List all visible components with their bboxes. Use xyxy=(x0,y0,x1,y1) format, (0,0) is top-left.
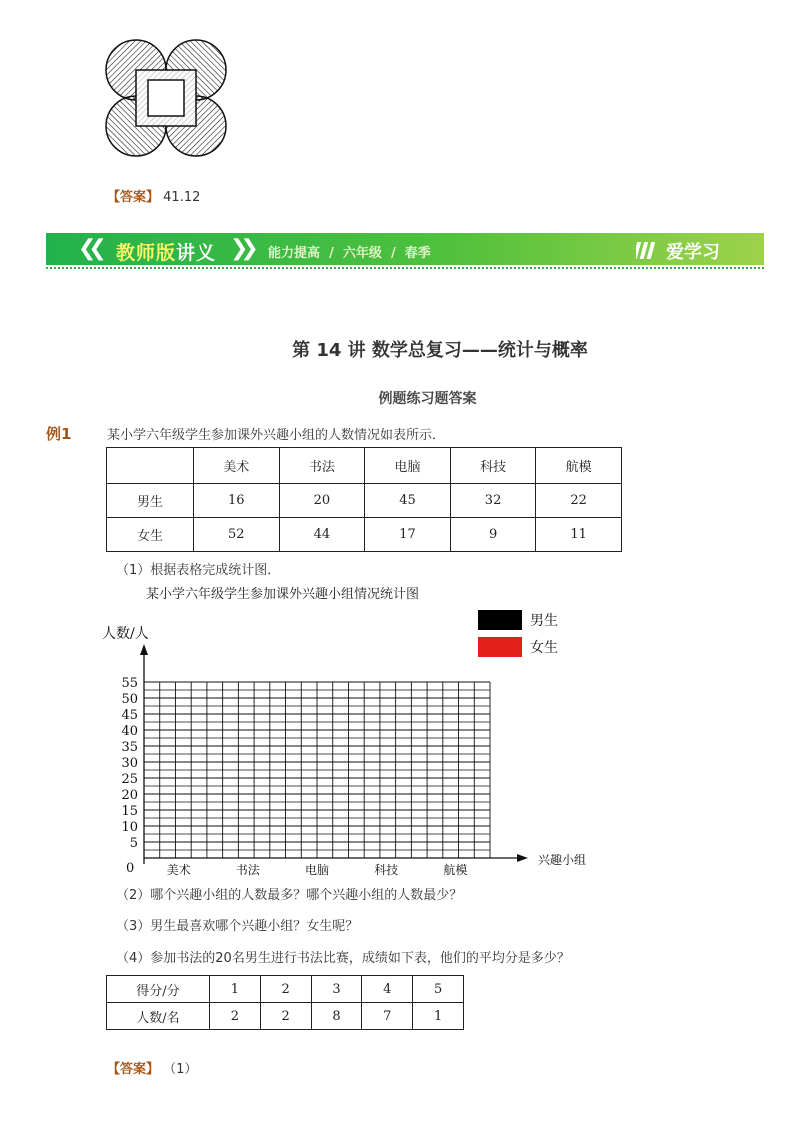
table-cell: 44 xyxy=(279,518,365,552)
table-cell: 45 xyxy=(365,484,451,518)
table-row-label: 人数/名 xyxy=(107,1003,210,1030)
y-tick-label: 50 xyxy=(121,692,138,707)
question-3: （3）男生最喜欢哪个兴趣小组？女生呢？ xyxy=(116,919,359,934)
x-tick-label: 航模 xyxy=(443,863,468,877)
x-tick-label: 书法 xyxy=(235,863,260,877)
legend-label-girls: 女生 xyxy=(530,640,558,656)
geometry-figure xyxy=(100,36,232,160)
table-cell: 11 xyxy=(536,518,622,552)
table-cell: 2 xyxy=(260,1003,311,1030)
y-tick-label: 40 xyxy=(121,724,138,739)
question-1: （1）根据表格完成统计图． xyxy=(116,563,281,578)
bar-chart xyxy=(100,600,620,880)
y-tick-label: 35 xyxy=(121,740,138,755)
table-cell: 4 xyxy=(362,976,413,1003)
table-row xyxy=(107,518,622,552)
interest-group-table xyxy=(106,447,622,552)
table-header-cell: 电脑 xyxy=(365,448,451,484)
banner-title xyxy=(116,238,216,265)
table-cell: 1 xyxy=(413,1003,464,1030)
legend-swatch-boys xyxy=(478,610,522,630)
table-header-cell: 航模 xyxy=(536,448,622,484)
y-tick-label: 45 xyxy=(121,708,138,723)
lecture-title: 第 14 讲 数学总复习——统计与概率 xyxy=(292,340,588,361)
y-axis-label: 人数/人 xyxy=(102,626,149,642)
origin-label: 0 xyxy=(126,861,135,876)
example-label: 例1 xyxy=(46,425,72,443)
breadcrumb-separator: / xyxy=(390,246,396,261)
table-cell: 32 xyxy=(450,484,536,518)
breadcrumb xyxy=(268,242,431,261)
table-cell: 17 xyxy=(365,518,451,552)
table-cell: 5 xyxy=(413,976,464,1003)
table-row-label: 男生 xyxy=(107,484,194,518)
chart-grid xyxy=(144,682,490,858)
banner-dotted-divider xyxy=(46,267,764,269)
answer-text: （1） xyxy=(163,1062,198,1077)
example-text: 某小学六年级学生参加课外兴趣小组的人数情况如表所示． xyxy=(107,428,446,443)
legend-swatch-girls xyxy=(478,637,522,657)
question-2: （2）哪个兴趣小组的人数最多？哪个兴趣小组的人数最少？ xyxy=(116,888,463,903)
x-axis-arrow-icon xyxy=(517,854,528,862)
chevron-left-icon: ❮❮ xyxy=(78,236,99,261)
table-row-label: 女生 xyxy=(107,518,194,552)
answer-tag: 【答案】 xyxy=(107,190,160,205)
answer-tag: 【答案】 xyxy=(107,1062,160,1077)
chart-title: 某小学六年级学生参加课外兴趣小组情况统计图 xyxy=(146,587,420,602)
legend xyxy=(478,610,558,657)
y-tick-label: 55 xyxy=(121,676,138,691)
table-cell: 52 xyxy=(194,518,280,552)
header-banner xyxy=(46,233,764,269)
chart-x-ticks xyxy=(167,862,468,877)
table-cell: 2 xyxy=(210,1003,261,1030)
table-cell: 22 xyxy=(536,484,622,518)
table-header-cell: 美术 xyxy=(194,448,280,484)
previous-answer xyxy=(107,186,200,205)
table-cell: 16 xyxy=(194,484,280,518)
x-tick-label: 科技 xyxy=(374,863,399,877)
score-table xyxy=(106,975,464,1030)
brand-name: 爱学习 xyxy=(666,242,720,263)
y-tick-label: 10 xyxy=(121,820,138,835)
x-tick-label: 美术 xyxy=(166,863,191,877)
y-tick-label: 15 xyxy=(121,804,138,819)
x-axis-label: 兴趣小组 xyxy=(538,853,587,867)
y-tick-label: 5 xyxy=(129,836,138,851)
y-tick-label: 20 xyxy=(121,788,138,803)
breadcrumb-item: 能力提高 xyxy=(268,246,321,261)
breadcrumb-item: 六年级 xyxy=(342,246,382,261)
table-cell: 9 xyxy=(450,518,536,552)
table-row xyxy=(107,976,464,1003)
brand-logo-icon xyxy=(636,239,664,261)
breadcrumb-item: 春季 xyxy=(404,246,431,261)
chevron-right-icon: ❯❯ xyxy=(230,236,251,261)
y-tick-label: 25 xyxy=(121,772,138,787)
table-header-row xyxy=(107,448,622,484)
table-cell: 3 xyxy=(311,976,362,1003)
table-row-label: 得分/分 xyxy=(107,976,210,1003)
table-cell: 7 xyxy=(362,1003,413,1030)
final-answer xyxy=(107,1058,197,1077)
table-row xyxy=(107,1003,464,1030)
section-title: 例题练习题答案 xyxy=(378,391,477,407)
table-cell: 20 xyxy=(279,484,365,518)
banner-title-part2: 讲义 xyxy=(176,242,217,264)
table-header-cell: 书法 xyxy=(279,448,365,484)
table-cell: 2 xyxy=(260,976,311,1003)
table-cell: 1 xyxy=(210,976,261,1003)
y-tick-label: 30 xyxy=(121,756,138,771)
breadcrumb-separator: / xyxy=(329,246,334,261)
y-axis-arrow-icon xyxy=(140,644,148,655)
table-cell: 8 xyxy=(311,1003,362,1030)
table-header-cell: 科技 xyxy=(450,448,536,484)
x-tick-label: 电脑 xyxy=(304,863,330,877)
banner-title-part1: 教师版 xyxy=(116,242,177,264)
answer-value: 41.12 xyxy=(163,190,201,205)
question-4: （4）参加书法的20名男生进行书法比赛，成绩如下表，他们的平均分是多少？ xyxy=(116,951,570,966)
legend-label-boys: 男生 xyxy=(530,613,558,629)
table-cell xyxy=(107,448,194,484)
table-row xyxy=(107,484,622,518)
chart-y-ticks xyxy=(121,676,138,851)
